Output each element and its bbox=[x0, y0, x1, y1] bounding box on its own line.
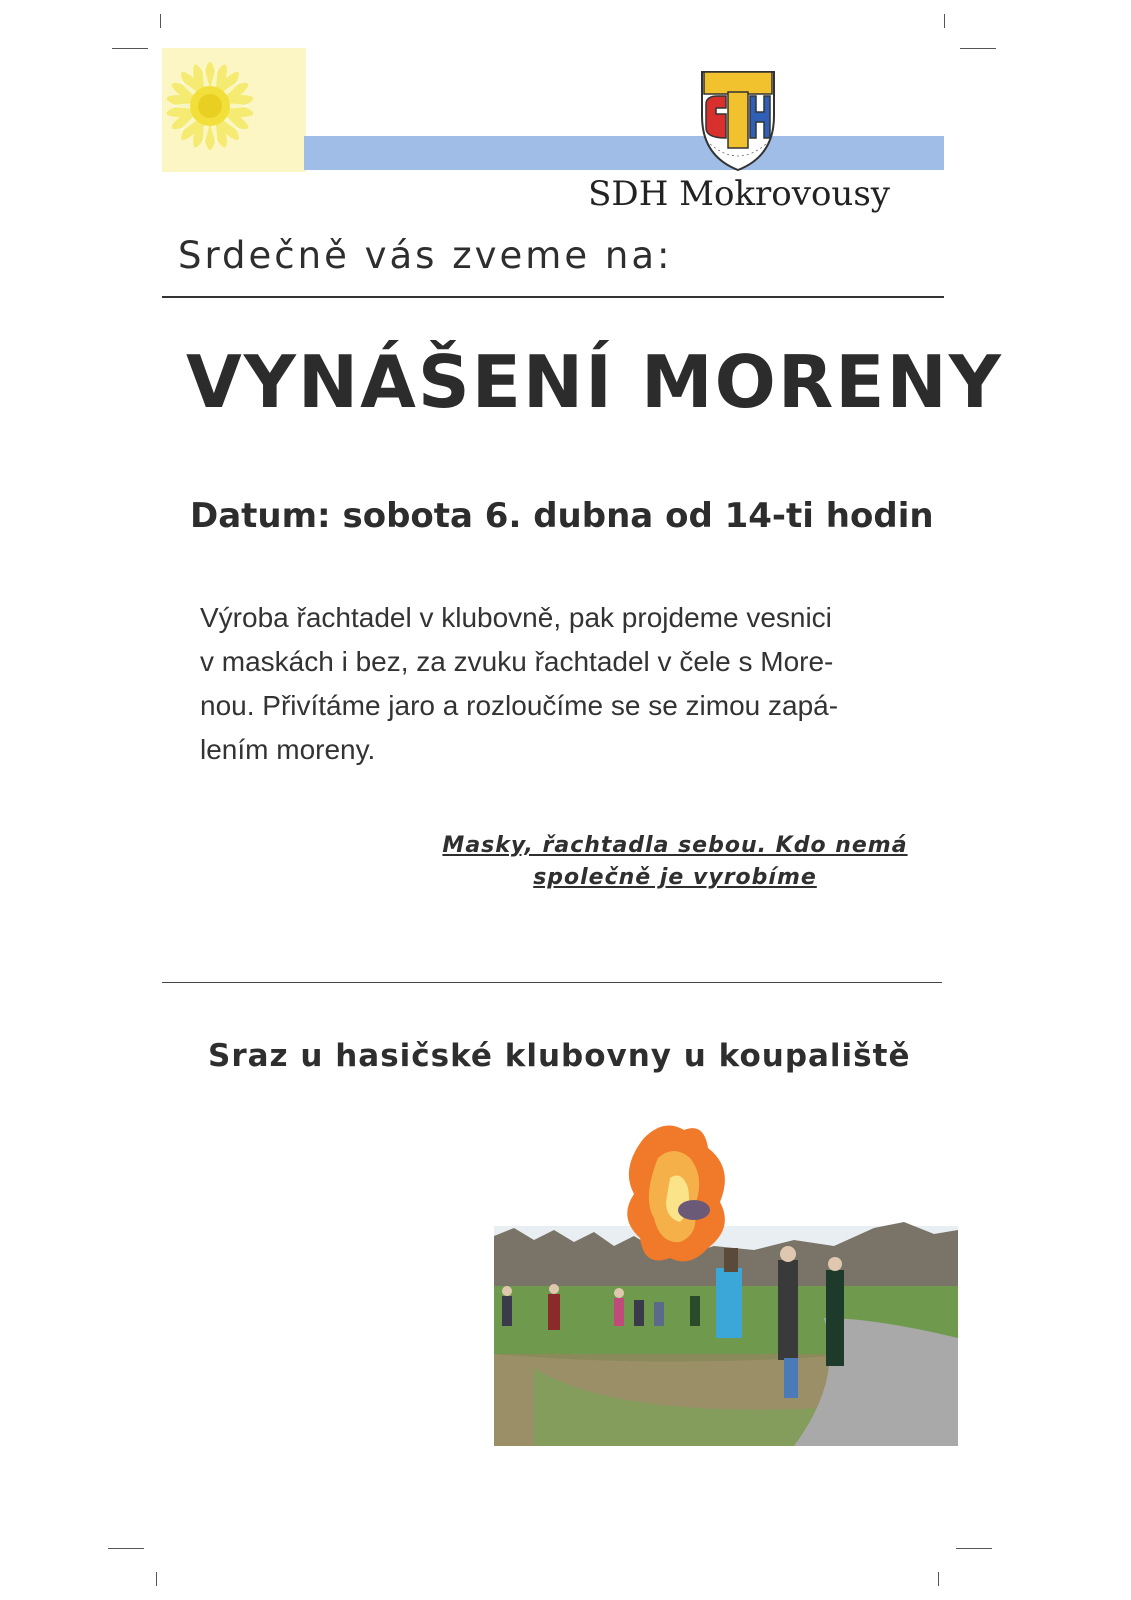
crop-mark bbox=[112, 48, 148, 49]
description-line: nou. Přivítáme jaro a rozloučíme se se zimou zapá- bbox=[200, 690, 839, 721]
divider-bottom bbox=[162, 982, 942, 983]
header-blue-bar bbox=[304, 136, 944, 170]
description-line: v maskách i bez, za zvuku řachtadel v čele s More- bbox=[200, 646, 834, 677]
event-description bbox=[200, 596, 920, 772]
bring-items-note bbox=[420, 830, 930, 894]
crop-mark bbox=[938, 1572, 939, 1586]
description-line: lením moreny. bbox=[200, 734, 376, 765]
crop-mark bbox=[156, 1572, 157, 1586]
event-title: VYNÁŠENÍ MORENY bbox=[186, 340, 1003, 424]
description-line: Výroba řachtadel v klubovně, pak projdeme vesnici bbox=[200, 602, 832, 633]
note-line: společně je vyrobíme bbox=[533, 865, 817, 890]
divider-top bbox=[162, 296, 944, 298]
invitation-heading: Srdečně vás zveme na: bbox=[178, 234, 673, 277]
meeting-point: Sraz u hasičské klubovny u koupaliště bbox=[208, 1038, 911, 1074]
crop-mark bbox=[960, 48, 996, 49]
sdh-logo bbox=[692, 64, 784, 174]
crop-mark bbox=[108, 1548, 144, 1549]
note-line: Masky, řachtadla sebou. Kdo nemá bbox=[442, 833, 908, 858]
crop-mark bbox=[944, 14, 945, 28]
event-date: Datum: sobota 6. dubna od 14-ti hodin bbox=[190, 496, 934, 536]
morena-burning-photo bbox=[494, 1118, 958, 1446]
crop-mark bbox=[160, 14, 161, 28]
crop-mark bbox=[956, 1548, 992, 1549]
sun-flower-image bbox=[162, 48, 306, 172]
organization-name: SDH Mokrovousy bbox=[588, 174, 890, 214]
